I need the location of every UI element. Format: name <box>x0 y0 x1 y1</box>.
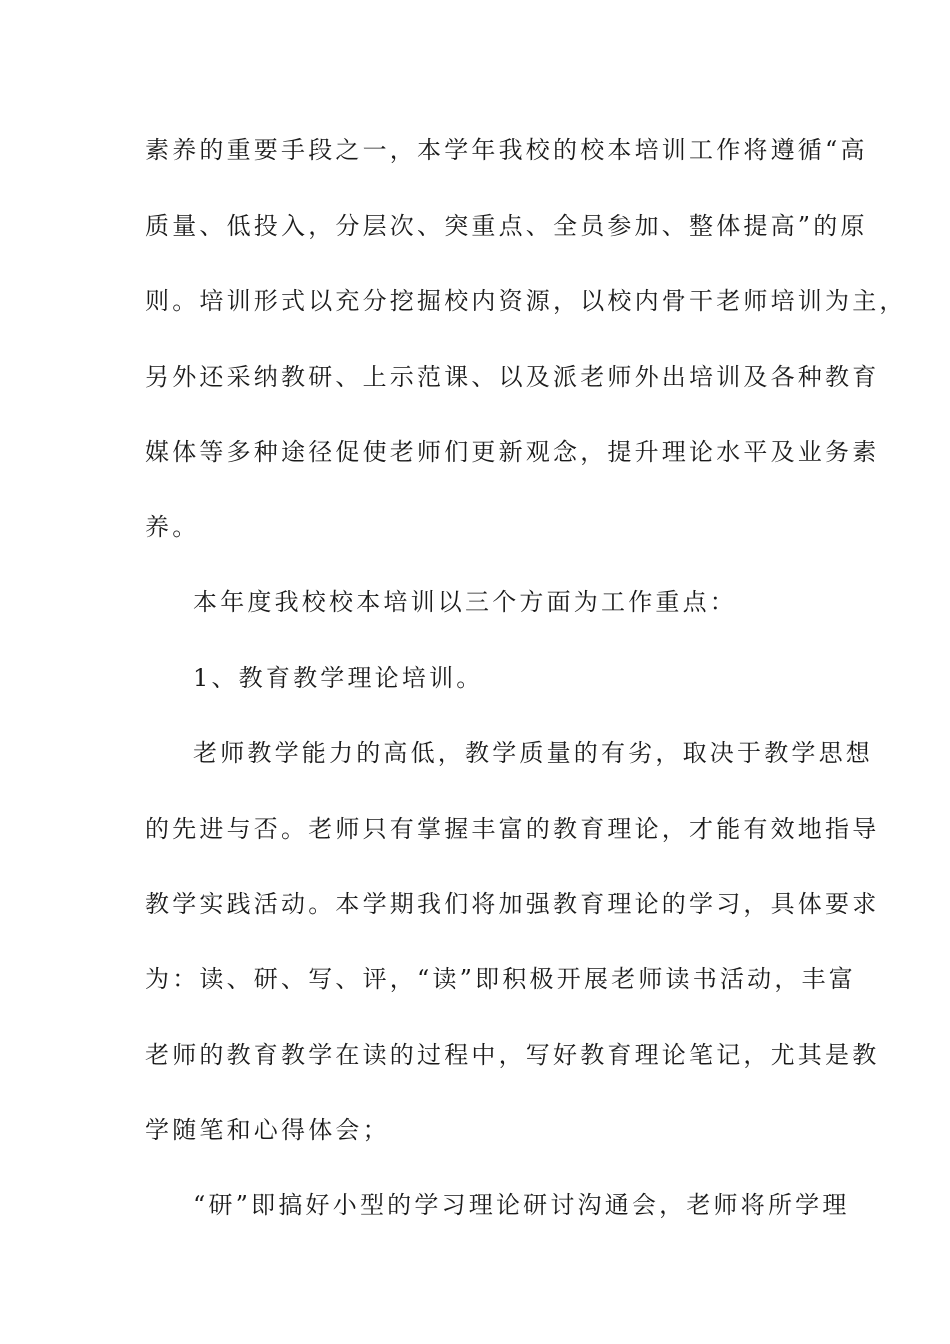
text-line-13: 老师的教育教学在读的过程中，写好教育理论笔记，尤其是教 <box>145 1041 880 1069</box>
text-line-6: 养。 <box>145 513 200 541</box>
text-line-14: 学随笔和心得体会； <box>145 1116 390 1144</box>
text-line-7: 本年度我校校本培训以三个方面为工作重点： <box>193 588 737 616</box>
text-line-2: 质量、低投入，分层次、突重点、全员参加、整体提高”的原 <box>145 212 868 240</box>
text-line-11: 教学实践活动。本学期我们将加强教育理论的学习，具体要求 <box>145 890 880 918</box>
text-line-10: 的先进与否。老师只有掌握丰富的教育理论，才能有效地指导 <box>145 815 880 843</box>
text-line-5: 媒体等多种途径促使老师们更新观念，提升理论水平及业务素 <box>145 438 880 466</box>
list-item-1: 1、教育教学理论培训。 <box>193 664 484 692</box>
text-line-1: 素养的重要手段之一，本学年我校的校本培训工作将遵循“高 <box>145 136 868 164</box>
text-line-9: 老师教学能力的高低，教学质量的有劣，取决于教学思想 <box>193 739 873 767</box>
text-line-15: “研”即搞好小型的学习理论研讨沟通会，老师将所学理 <box>193 1191 850 1219</box>
text-line-12: 为：读、研、写、评，“读”即积极开展老师读书活动，丰富 <box>145 965 856 993</box>
text-line-3: 则。培训形式以充分挖掘校内资源，以校内骨干老师培训为主， <box>145 287 907 315</box>
text-line-4: 另外还采纳教研、上示范课、以及派老师外出培训及各种教育 <box>145 363 880 391</box>
